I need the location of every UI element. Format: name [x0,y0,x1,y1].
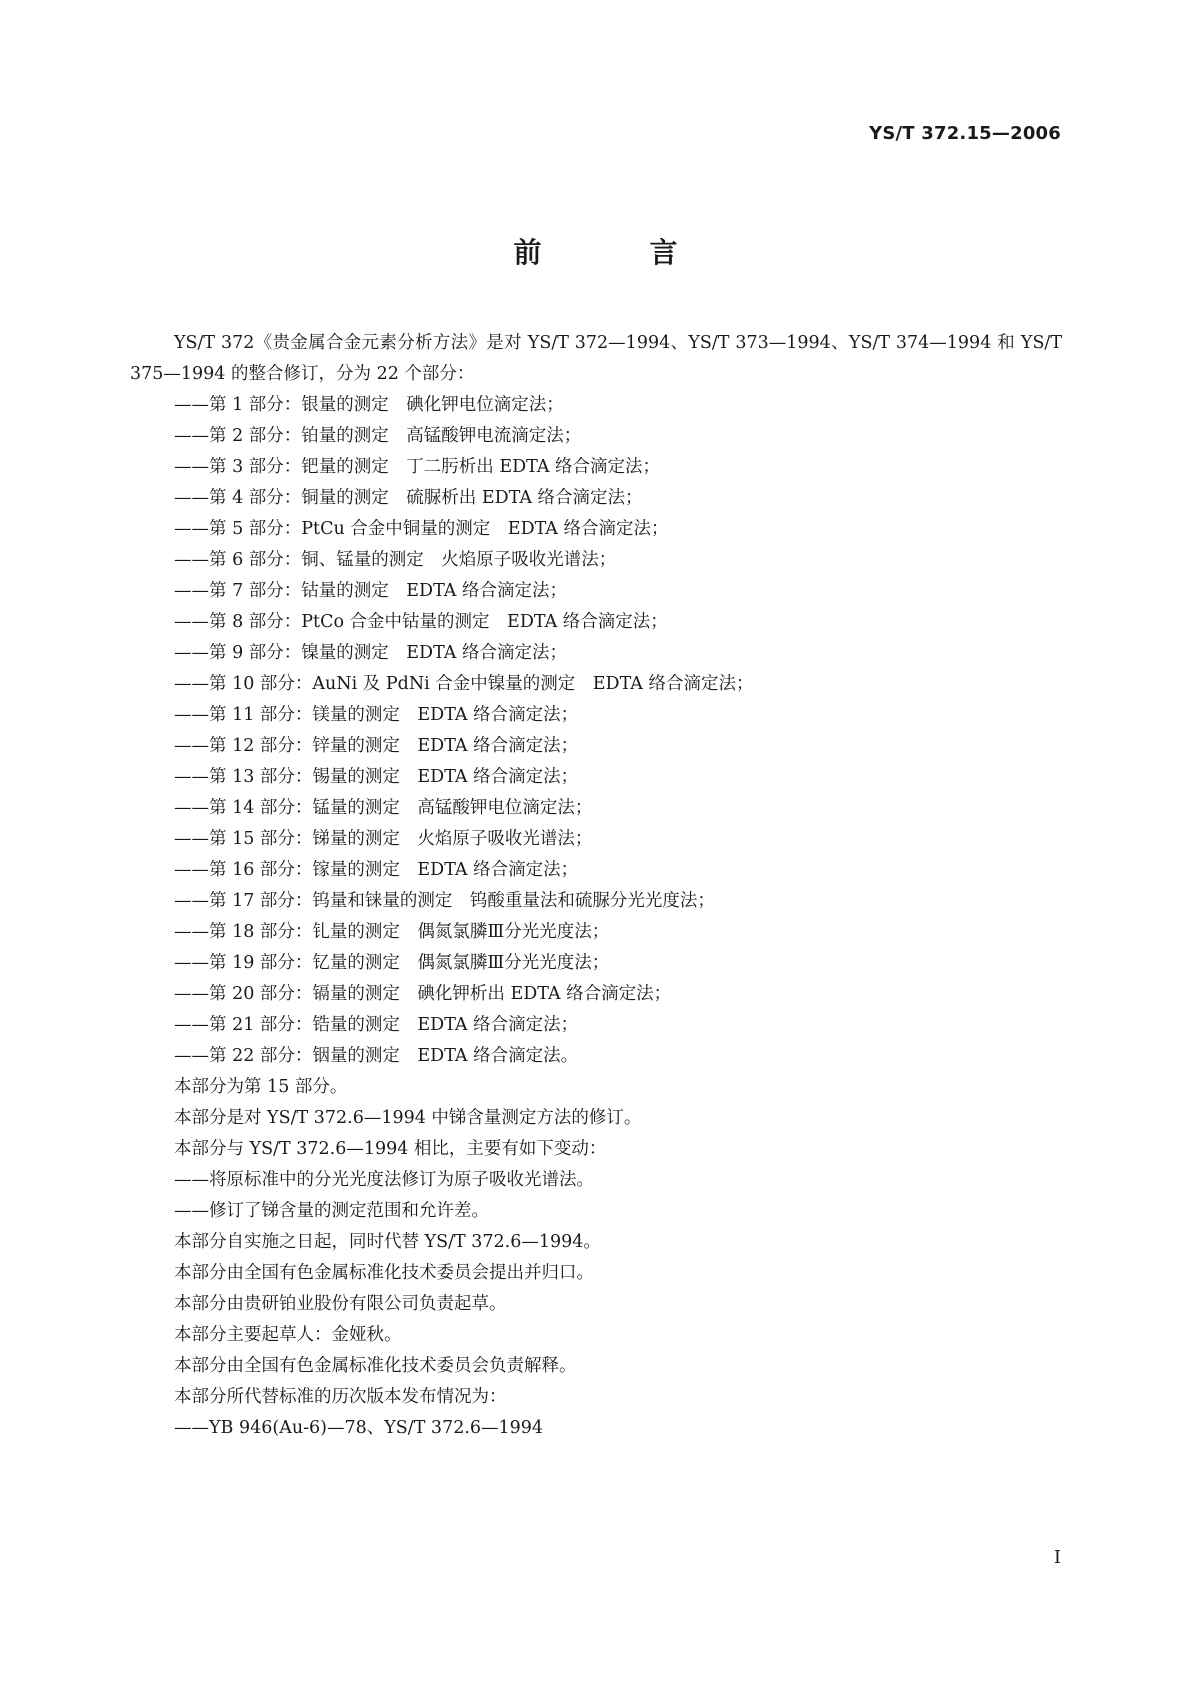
parts-list [130,390,1062,1072]
list-item: ——第 20 部分：镉量的测定 碘化钾析出 EDTA 络合滴定法； [174,984,672,1004]
list-item: ——第 21 部分：锆量的测定 EDTA 络合滴定法； [174,1015,579,1035]
document-body [130,328,1062,1444]
drafted-by-statement: 本部分由贵研铂业股份有限公司负责起草。 [174,1294,507,1314]
list-item: ——第 5 部分：PtCu 合金中铜量的测定 EDTA 络合滴定法； [174,519,669,539]
this-part-statement: 本部分为第 15 部分。 [174,1077,348,1097]
list-item: ——第 7 部分：钴量的测定 EDTA 络合滴定法； [174,581,567,601]
drafters-statement: 本部分主要起草人：金娅秋。 [174,1325,402,1345]
interpreted-by-statement: 本部分由全国有色金属标准化技术委员会负责解释。 [174,1356,577,1376]
list-item: ——第 19 部分：钇量的测定 偶氮氯膦Ⅲ分光光度法； [174,953,610,973]
list-item: ——第 9 部分：镍量的测定 EDTA 络合滴定法； [174,643,567,663]
standard-number: YS/T 372.15—2006 [869,123,1061,144]
list-item: ——第 3 部分：钯量的测定 丁二肟析出 EDTA 络合滴定法； [174,457,661,477]
list-item: ——第 1 部分：银量的测定 碘化钾电位滴定法； [174,395,564,415]
list-item: ——第 18 部分：钆量的测定 偶氮氯膦Ⅲ分光光度法； [174,922,610,942]
replaces-statement: 本部分自实施之日起，同时代替 YS/T 372.6—1994。 [174,1232,601,1252]
change-item: ——修订了锑含量的测定范围和允许差。 [174,1201,489,1221]
list-item: ——第 2 部分：铂量的测定 高锰酸钾电流滴定法； [174,426,582,446]
list-item: ——第 13 部分：锡量的测定 EDTA 络合滴定法； [174,767,579,787]
list-item: ——第 17 部分：钨量和铼量的测定 钨酸重量法和硫脲分光光度法； [174,891,715,911]
list-item: ——第 8 部分：PtCo 合金中钴量的测定 EDTA 络合滴定法； [174,612,668,632]
list-item: ——第 12 部分：锌量的测定 EDTA 络合滴定法； [174,736,579,756]
list-item: ——第 6 部分：铜、锰量的测定 火焰原子吸收光谱法； [174,550,617,570]
intro-paragraph: YS/T 372《贵金属合金元素分析方法》是对 YS/T 372—1994、YS/T 373—1994、YS/T 374—1994 和 YS/T 375—1994 的整合修订，分为 22 个部分： [130,333,1062,384]
list-item: ——第 4 部分：铜量的测定 硫脲析出 EDTA 络合滴定法； [174,488,643,508]
list-item: ——第 10 部分：AuNi 及 PdNi 合金中镍量的测定 EDTA 络合滴定法； [174,674,754,694]
list-item: ——第 11 部分：镁量的测定 EDTA 络合滴定法； [174,705,579,725]
list-item: ——第 22 部分：铟量的测定 EDTA 络合滴定法。 [174,1046,579,1066]
history-intro: 本部分所代替标准的历次版本发布情况为： [174,1387,507,1407]
proposed-by-statement: 本部分由全国有色金属标准化技术委员会提出并归口。 [174,1263,594,1283]
revision-statement: 本部分是对 YS/T 372.6—1994 中锑含量测定方法的修订。 [174,1108,642,1128]
list-item: ——第 14 部分：锰量的测定 高锰酸钾电位滴定法； [174,798,593,818]
history-item: ——YB 946(Au-6)—78、YS/T 372.6—1994 [174,1418,544,1438]
page-number: Ⅰ [1053,1547,1061,1568]
change-item: ——将原标准中的分光光度法修订为原子吸收光谱法。 [174,1170,594,1190]
changes-intro: 本部分与 YS/T 372.6—1994 相比，主要有如下变动： [174,1139,607,1159]
list-item: ——第 15 部分：锑量的测定 火焰原子吸收光谱法； [174,829,593,849]
list-item: ——第 16 部分：镓量的测定 EDTA 络合滴定法； [174,860,579,880]
page-title: 前 言 [513,236,718,269]
